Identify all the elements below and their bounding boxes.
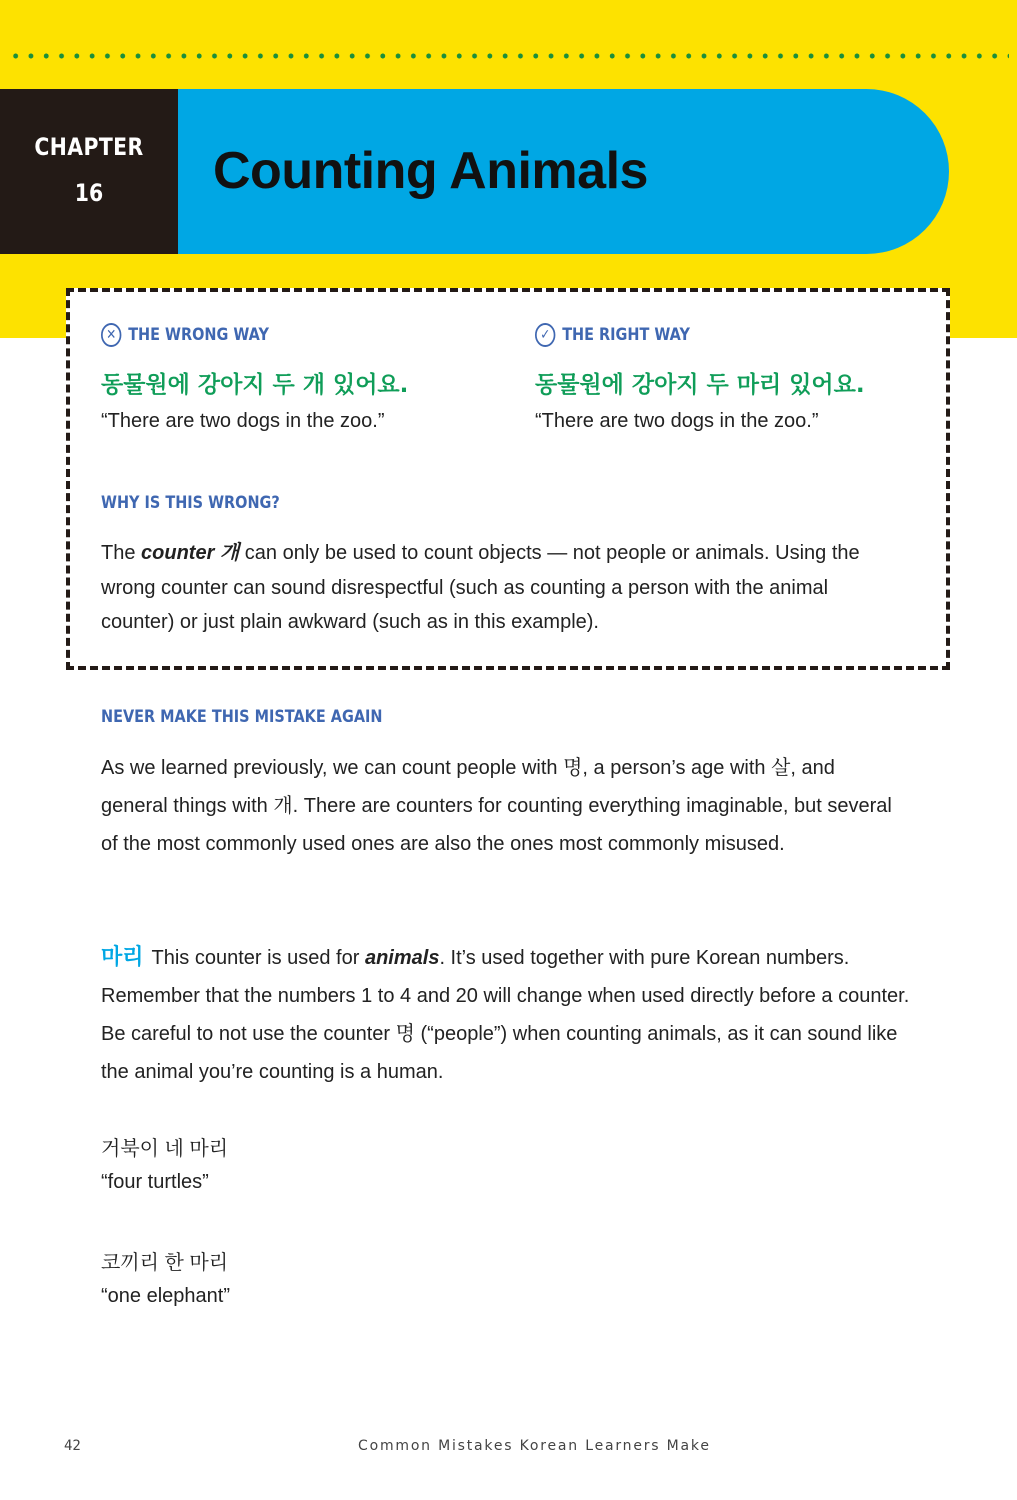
mari-rest: . It’s used together with pure Korean numbers. Remember that the numbers 1 to 4 and 20 will change when used directly before a counter. Be careful to not use the counter 명 (“people”) when counting animals, as it can sound like the animal you’re counting is a human.	[101, 947, 910, 1083]
why-wrong-rest: can only be used to count objects — not people or animals. Using the wrong counter can sound disrespectful (such as counting a person with the animal counter) or just plain awkward (such as in this example).	[101, 542, 860, 633]
right-way-english: “There are two dogs in the zoo.”	[535, 410, 819, 432]
wrong-way-heading	[101, 323, 269, 347]
x-circle-icon: ✕	[101, 323, 121, 347]
example-1-korean: 거북이 네 마리	[101, 1138, 229, 1160]
check-circle-icon: ✓	[535, 323, 555, 347]
title-banner	[178, 89, 949, 254]
wrong-way-english: “There are two dogs in the zoo.”	[101, 410, 385, 432]
page-title: Counting Animals	[213, 142, 648, 200]
mari-emphasis: animals	[364, 947, 440, 969]
right-way-korean: 동물원에 강아지 두 마리 있어요.	[535, 372, 865, 398]
wrong-way-korean: 동물원에 강아지 두 개 있어요.	[101, 372, 409, 398]
mari-term: 마리	[101, 945, 144, 970]
right-way-heading	[535, 323, 690, 347]
chapter-badge	[0, 89, 178, 254]
wrong-way-label: THE WRONG WAY	[128, 325, 269, 345]
dotted-divider	[8, 53, 1009, 59]
mari-prefix: This counter is used for	[151, 947, 365, 969]
chapter-label: CHAPTER	[34, 133, 144, 161]
right-way-label: THE RIGHT WAY	[562, 325, 690, 345]
mari-paragraph	[101, 939, 921, 1091]
example-1-english: “four turtles”	[101, 1171, 209, 1193]
why-wrong-prefix: The	[101, 542, 142, 564]
example-2-english: “one elephant”	[101, 1285, 230, 1307]
chapter-number: 16	[74, 179, 104, 207]
never-again-heading: NEVER MAKE THIS MISTAKE AGAIN	[101, 707, 383, 727]
why-wrong-text	[101, 536, 901, 640]
example-2-korean: 코끼리 한 마리	[101, 1252, 229, 1274]
running-footer: Common Mistakes Korean Learners Make	[358, 1438, 711, 1454]
page-number: 42	[64, 1438, 81, 1454]
why-wrong-heading: WHY IS THIS WRONG?	[101, 493, 280, 513]
never-again-paragraph: As we learned previously, we can count people with 명, a person’s age with 살, and general things with 개. There are counters for counting everything imaginable, but several of the most commonly used ones are also the ones most commonly misused.	[101, 757, 892, 855]
why-wrong-emphasis: counter 개	[141, 542, 240, 564]
